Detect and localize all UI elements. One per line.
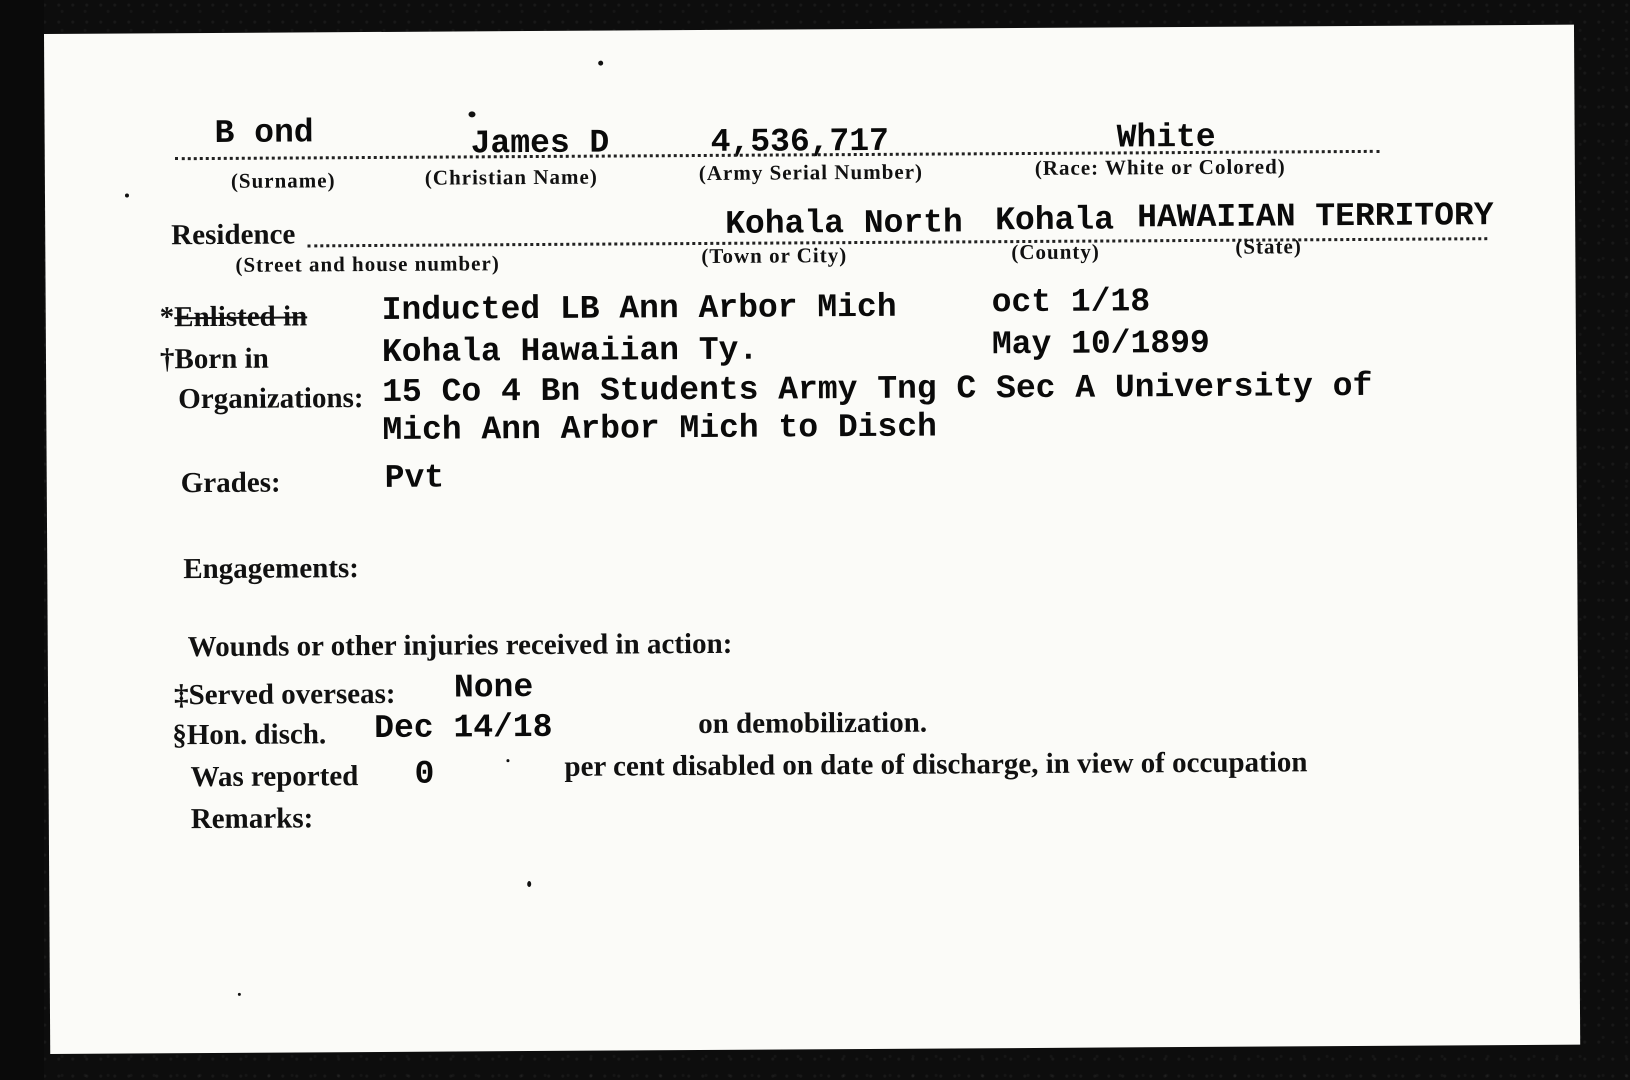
discharge-suffix: on demobilization. bbox=[698, 706, 928, 741]
scan-speck bbox=[238, 993, 241, 996]
discharge-label: §Hon. disch. bbox=[172, 718, 327, 752]
scan-speck bbox=[527, 881, 531, 887]
enlisted-prefix: * bbox=[159, 301, 175, 334]
enlisted-date: oct 1/18 bbox=[991, 283, 1151, 322]
residence-label: Residence bbox=[171, 218, 296, 252]
disabled-value: 0 bbox=[414, 755, 435, 793]
organizations-line1: 15 Co 4 Bn Students Army Tng C Sec A University of bbox=[382, 367, 1373, 411]
remarks-label: Remarks: bbox=[190, 802, 314, 836]
street-caption: (Street and house number) bbox=[235, 251, 500, 277]
residence-county-value: Kohala bbox=[995, 201, 1115, 240]
engagements-label: Engagements: bbox=[183, 552, 359, 586]
grades-label: Grades: bbox=[180, 466, 281, 500]
born-label: †Born in bbox=[159, 342, 269, 376]
scan-speck bbox=[598, 61, 603, 66]
scan-speck bbox=[506, 759, 509, 762]
scan-speck bbox=[468, 111, 475, 117]
served-overseas-value: None bbox=[453, 669, 534, 707]
enlisted-label bbox=[160, 300, 308, 334]
residence-state-value: HAWAIIAN TERRITORY bbox=[1137, 197, 1494, 237]
county-caption: (County) bbox=[1011, 239, 1100, 265]
enlisted-value: Inducted LB Ann Arbor Mich bbox=[381, 288, 897, 329]
town-caption: (Town or City) bbox=[701, 243, 848, 268]
disabled-label: Was reported bbox=[190, 760, 359, 794]
scan-edge bbox=[0, 0, 44, 1080]
wounds-label: Wounds or other injuries received in action: bbox=[187, 627, 733, 664]
serial-number-caption: (Army Serial Number) bbox=[698, 159, 924, 186]
race-value: White bbox=[1116, 118, 1216, 157]
surname-value: B ond bbox=[214, 114, 314, 152]
grades-value: Pvt bbox=[384, 459, 445, 497]
enlisted-label-text: Enlisted in bbox=[174, 300, 308, 334]
disabled-suffix: per cent disabled on date of discharge, in view of occupation bbox=[564, 746, 1308, 783]
surname-caption: (Surname) bbox=[230, 168, 336, 193]
scan-speck bbox=[125, 193, 129, 197]
discharge-value: Dec 14/18 bbox=[374, 708, 553, 747]
served-overseas-label: ‡Served overseas: bbox=[173, 677, 396, 712]
organizations-line2: Mich Ann Arbor Mich to Disch bbox=[382, 408, 938, 449]
christian-name-value: James D bbox=[470, 124, 610, 163]
born-value: Kohala Hawaiian Ty. bbox=[381, 331, 759, 371]
state-caption: (State) bbox=[1235, 234, 1302, 259]
born-date: May 10/1899 bbox=[991, 324, 1210, 364]
race-caption: (Race: White or Colored) bbox=[1034, 154, 1286, 180]
service-record-card bbox=[44, 25, 1580, 1054]
christian-name-caption: (Christian Name) bbox=[424, 164, 598, 190]
serial-number-value: 4,536,717 bbox=[710, 122, 890, 161]
residence-town-value: Kohala North bbox=[725, 204, 963, 243]
organizations-label: Organizations: bbox=[178, 382, 364, 416]
